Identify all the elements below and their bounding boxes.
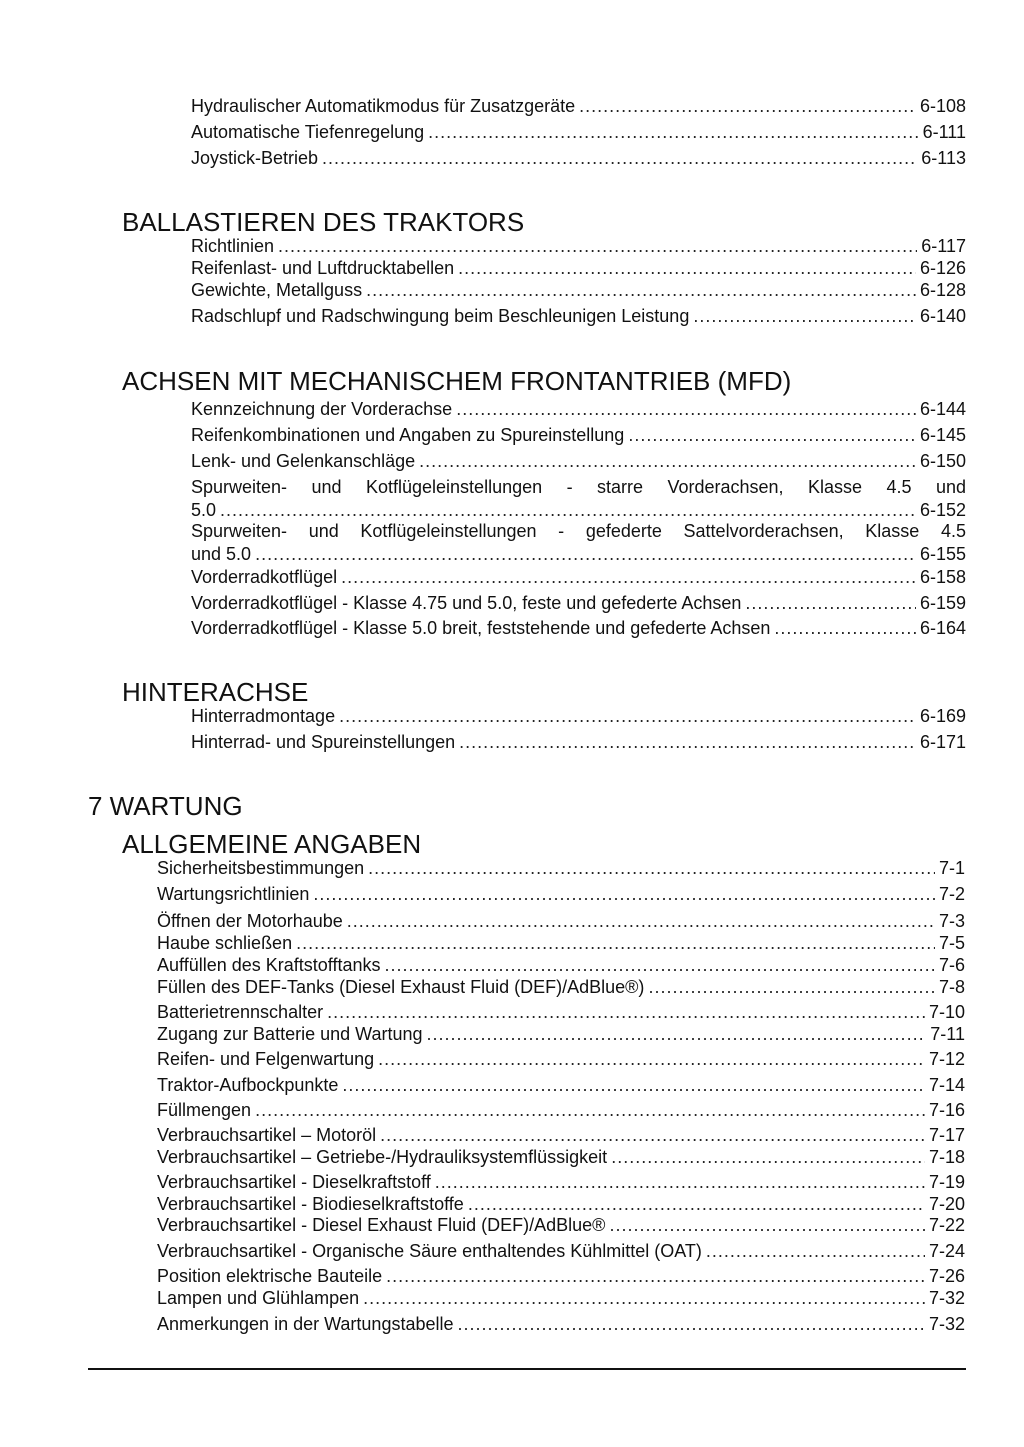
dot-leader [347, 910, 935, 932]
entry-page: 6-108 [919, 96, 966, 116]
toc-entry[interactable] [191, 705, 966, 727]
toc-entry[interactable] [157, 932, 965, 954]
entry-title: Füllmengen [157, 1100, 252, 1120]
entry-title: Verbrauchsartikel – Getriebe-/Hydrauliksystemflüssigkeit [157, 1147, 608, 1167]
entry-title: Lenk- und Gelenkanschläge [191, 451, 416, 471]
entry-page: 7-32 [928, 1314, 965, 1334]
entry-title: Anmerkungen in der Wartungstabelle [157, 1314, 454, 1334]
toc-entry[interactable] [157, 1023, 965, 1045]
dot-leader [628, 424, 916, 446]
entry-title: Verbrauchsartikel - Dieselkraftstoff [157, 1172, 431, 1192]
entry-title: Lampen und Glühlampen [157, 1288, 360, 1308]
entry-page: 7-5 [938, 933, 965, 953]
toc-entry[interactable] [191, 592, 966, 614]
toc-entry[interactable] [157, 1146, 965, 1168]
entry-page: 7-14 [928, 1075, 965, 1095]
entry-page: 7-24 [928, 1241, 965, 1261]
entry-title-wrapped[interactable]: Spurweiten- und Kotflügeleinstellungen - starre Vorderachsen, Klasse 4.5 und [191, 477, 966, 497]
entry-page: 6-144 [919, 399, 966, 419]
dot-leader [255, 1099, 925, 1121]
entry-title: Hinterradmontage [191, 706, 336, 726]
entry-title: Verbrauchsartikel - Diesel Exhaust Fluid (DEF)/AdBlue® [157, 1215, 606, 1235]
entry-page: 6-145 [919, 425, 966, 445]
toc-entry[interactable] [191, 566, 966, 588]
dot-leader [428, 121, 918, 143]
dot-leader [693, 305, 916, 327]
toc-entry[interactable] [191, 617, 966, 639]
toc-entry[interactable] [157, 857, 965, 879]
footer-rule [88, 1368, 966, 1370]
toc-entry[interactable] [191, 235, 966, 257]
entry-page: 7-6 [938, 955, 965, 975]
toc-entry[interactable] [157, 1313, 965, 1335]
entry-page: 6-169 [919, 706, 966, 726]
entry-page: 7-20 [928, 1194, 965, 1214]
entry-title: Verbrauchsartikel – Motoröl [157, 1125, 377, 1145]
entry-title: Zugang zur Batterie und Wartung [157, 1024, 423, 1044]
entry-title: Sicherheitsbestimmungen [157, 858, 365, 878]
entry-title: Batterietrennschalter [157, 1002, 324, 1022]
toc-entry[interactable] [191, 543, 966, 565]
entry-page: 7-26 [928, 1266, 965, 1286]
dot-leader [296, 932, 935, 954]
dot-leader [363, 1287, 925, 1309]
toc-entry[interactable] [157, 1265, 965, 1287]
entry-title: Hydraulischer Automatikmodus für Zusatzgeräte [191, 96, 576, 116]
dot-leader [648, 976, 935, 998]
dot-leader [579, 95, 916, 117]
entry-title-wrapped[interactable]: Spurweiten- und Kotflügeleinstellungen - gefederte Sattelvorderachsen, Klasse 4.5 [191, 521, 966, 541]
dot-leader [458, 257, 916, 279]
dot-leader [706, 1240, 925, 1262]
entry-title: Position elektrische Bauteile [157, 1266, 383, 1286]
entry-title: Automatische Tiefenregelung [191, 122, 425, 142]
section-heading: ACHSEN MIT MECHANISCHEM FRONTANTRIEB (MFD) [122, 366, 792, 396]
entry-title: Traktor-Aufbockpunkte [157, 1075, 339, 1095]
entry-title: Auffüllen des Kraftstofftanks [157, 955, 381, 975]
toc-entry[interactable] [157, 1193, 965, 1215]
section-heading: BALLASTIEREN DES TRAKTORS [122, 207, 525, 237]
toc-entry[interactable] [157, 1287, 965, 1309]
dot-leader [255, 543, 916, 565]
dot-leader [611, 1146, 925, 1168]
toc-entry[interactable] [157, 1074, 965, 1096]
entry-page: 7-11 [930, 1024, 965, 1044]
dot-leader [386, 1265, 925, 1287]
dot-leader [342, 1074, 925, 1096]
toc-entry[interactable] [157, 1240, 965, 1262]
entry-title: Vorderradkotflügel [191, 567, 338, 587]
entry-page: 6-158 [919, 567, 966, 587]
dot-leader [327, 1001, 925, 1023]
entry-title: Radschlupf und Radschwingung beim Beschleunigen Leistung [191, 306, 690, 326]
entry-page: 7-2 [938, 884, 965, 904]
toc-entry[interactable] [157, 1214, 965, 1236]
entry-title: Vorderradkotflügel - Klasse 5.0 breit, feststehende und gefederte Achsen [191, 618, 771, 638]
toc-entry[interactable] [157, 1099, 965, 1121]
toc-entry[interactable] [157, 883, 965, 905]
toc-entry[interactable] [191, 95, 966, 117]
dot-leader [609, 1214, 925, 1236]
toc-entry[interactable] [191, 121, 966, 143]
entry-page: 6-171 [919, 732, 966, 752]
dot-leader [468, 1193, 925, 1215]
section-heading: ALLGEMEINE ANGABEN [122, 829, 422, 859]
entry-title: Reifenkombinationen und Angaben zu Spureinstellung [191, 425, 625, 445]
toc-entry[interactable] [157, 1001, 965, 1023]
dot-leader [380, 1124, 925, 1146]
entry-page: 6-117 [921, 236, 966, 256]
dot-leader [745, 592, 916, 614]
entry-page: 7-16 [928, 1100, 965, 1120]
chapter-heading: 7 WARTUNG [88, 791, 243, 821]
entry-page: 6-155 [919, 544, 966, 564]
entry-page: 7-17 [928, 1125, 965, 1145]
entry-title: Richtlinien [191, 236, 275, 256]
dot-leader [278, 235, 917, 257]
entry-page: 7-12 [928, 1049, 965, 1069]
entry-page: 7-1 [938, 858, 965, 878]
toc-entry[interactable] [191, 305, 966, 327]
entry-page: 7-22 [928, 1215, 965, 1235]
toc-entry[interactable] [191, 450, 966, 472]
dot-leader [378, 1048, 925, 1070]
entry-title-cont: 5.0 [191, 500, 217, 520]
dot-leader [774, 617, 916, 639]
entry-title: Gewichte, Metallguss [191, 280, 363, 300]
dot-leader [368, 857, 935, 879]
entry-title: Kennzeichnung der Vorderachse [191, 399, 453, 419]
entry-title: Haube schließen [157, 933, 293, 953]
toc-entry[interactable] [191, 257, 966, 279]
entry-page: 6-111 [922, 122, 966, 142]
toc-entry[interactable] [191, 147, 966, 169]
entry-title: Vorderradkotflügel - Klasse 4.75 und 5.0, feste und gefederte Achsen [191, 593, 742, 613]
toc-entry[interactable] [191, 279, 966, 301]
dot-leader [366, 279, 916, 301]
dot-leader [322, 147, 917, 169]
entry-title: Verbrauchsartikel - Organische Säure enthaltendes Kühlmittel (OAT) [157, 1241, 702, 1261]
toc-entry[interactable] [191, 731, 966, 753]
entry-page: 7-8 [938, 977, 965, 997]
section-heading: HINTERACHSE [122, 677, 309, 707]
entry-page: 7-19 [928, 1172, 965, 1192]
entry-page: 6-113 [921, 148, 966, 168]
entry-page: 6-164 [919, 618, 966, 638]
dot-leader [384, 954, 935, 976]
entry-page: 7-18 [928, 1147, 965, 1167]
entry-page: 6-150 [919, 451, 966, 471]
entry-page: 6-152 [919, 500, 966, 520]
toc-entry[interactable] [157, 1124, 965, 1146]
toc-entry[interactable] [157, 976, 965, 998]
dot-leader [456, 398, 916, 420]
toc-entry[interactable] [191, 424, 966, 446]
entry-page: 6-128 [919, 280, 966, 300]
dot-leader [341, 566, 916, 588]
toc-entry[interactable] [157, 1048, 965, 1070]
entry-title: Joystick-Betrieb [191, 148, 319, 168]
toc-entry[interactable] [157, 1171, 965, 1193]
entry-page: 7-3 [938, 911, 965, 931]
dot-leader [220, 499, 916, 521]
dot-leader [313, 883, 935, 905]
entry-title: Öffnen der Motorhaube [157, 911, 343, 931]
toc-entry[interactable] [191, 499, 966, 521]
toc-entry[interactable] [157, 910, 965, 932]
entry-title: Füllen des DEF-Tanks (Diesel Exhaust Fluid (DEF)/AdBlue®) [157, 977, 645, 997]
dot-leader [458, 1313, 925, 1335]
entry-title: Verbrauchsartikel - Biodieselkraftstoffe [157, 1194, 464, 1214]
dot-leader [419, 450, 916, 472]
toc-entry[interactable] [191, 398, 966, 420]
dot-leader [426, 1023, 926, 1045]
entry-page: 6-159 [919, 593, 966, 613]
toc-entry[interactable] [157, 954, 965, 976]
entry-page: 7-10 [928, 1002, 965, 1022]
entry-title: Hinterrad- und Spureinstellungen [191, 732, 456, 752]
entry-page: 6-140 [919, 306, 966, 326]
entry-title: Wartungsrichtlinien [157, 884, 310, 904]
entry-title: Reifenlast- und Luftdrucktabellen [191, 258, 455, 278]
dot-leader [459, 731, 916, 753]
dot-leader [339, 705, 916, 727]
entry-page: 6-126 [919, 258, 966, 278]
entry-page: 7-32 [928, 1288, 965, 1308]
entry-title-cont: und 5.0 [191, 544, 252, 564]
dot-leader [435, 1171, 925, 1193]
entry-title: Reifen- und Felgenwartung [157, 1049, 375, 1069]
